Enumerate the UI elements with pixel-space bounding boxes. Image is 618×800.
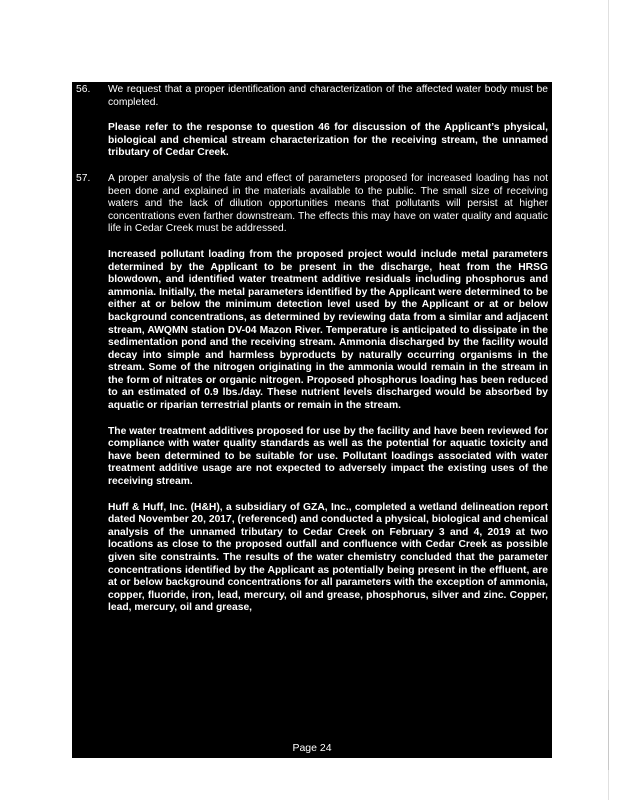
response-paragraph: The water treatment additives proposed for use by the facility and have been reviewed for compliance with water quality standards as well as the potential for aquatic toxicity and have been determined to be suitable for use. Pollutant loadings associated with water treatment additive usage are not expected to adversely impact the existing uses of the receiving stream. — [108, 425, 548, 488]
item-number: 57. — [76, 172, 91, 184]
item-number: 56. — [76, 84, 91, 95]
page-number: Page 24 — [292, 742, 332, 754]
list-item-57 — [76, 173, 548, 615]
response-paragraph: Huff & Huff, Inc. (H&H), a subsidiary of GZA, Inc., completed a wetland delineation report dated November 20, 2017, (referenced) and conducted a physical, biological and chemical analysis of the unnamed tributary to Cedar Creek on February 3 and 4, 2019 at two locations as close to the proposed outfall and confluence with Cedar Creek as possible given site constraints. The results of the water chemistry concluded that the parameter concentrations identified by the Applicant as potentially being present in the effluent, are at or below background concentrations for all parameters with the exception of ammonia, copper, fluoride, iron, lead, mercury, oil and grease, phosphorus, silver and zinc. Copper, lead, mercury, oil and grease, — [108, 501, 548, 614]
page-edge-line — [608, 0, 609, 800]
comment-paragraph: We request that a proper identification and characterization of the affected water body must be completed. — [108, 84, 548, 108]
list-item-56 — [76, 84, 548, 160]
response-paragraph: Increased pollutant loading from the proposed project would include metal parameters determined by the Applicant to be present in the discharge, heat from the HRSG blowdown, and identified water treatment additive residuals including phosphorus and ammonia. Initially, the metal parameters identified by the Applicant were determined to be either at or below the minimum detection level used by the Applicant or at or below background concentrations, as determined by reviewing data from a similar and adjacent stream, AWQMN station DV-04 Mazon River. Temperature is anticipated to dissipate in the sedimentation pond and the receiving stream. Ammonia discharged by the facility would decay into simple and harmless byproducts by naturally occurring organisms in the stream. Some of the nitrogen originating in the ammonia would remain in the stream in the form of nitrates or organic nitrogen. Proposed phosphorus loading has been reduced to an estimated of 0.9 lbs./day. These nutrient levels discharged would be absorbed by aquatic or riparian terrestrial plants or remain in the stream. — [108, 248, 548, 412]
redacted-document-panel — [72, 82, 552, 758]
response-paragraph: Please refer to the response to question 46 for discussion of the Applicant’s physical, biological and chemical stream characterization for the receiving stream, the unnamed tributary of Cedar Creek. — [108, 122, 548, 159]
page-edge-shadow — [608, 690, 609, 770]
comment-paragraph: A proper analysis of the fate and effect of parameters proposed for increased loading has not been done and explained in the materials available to the public. The small size of receiving waters and the lack of dilution opportunities means that pollutants will persist at higher concentrations even farther downstream. The effects this may have on water quality and aquatic life in Cedar Creek must be addressed. — [108, 172, 548, 235]
